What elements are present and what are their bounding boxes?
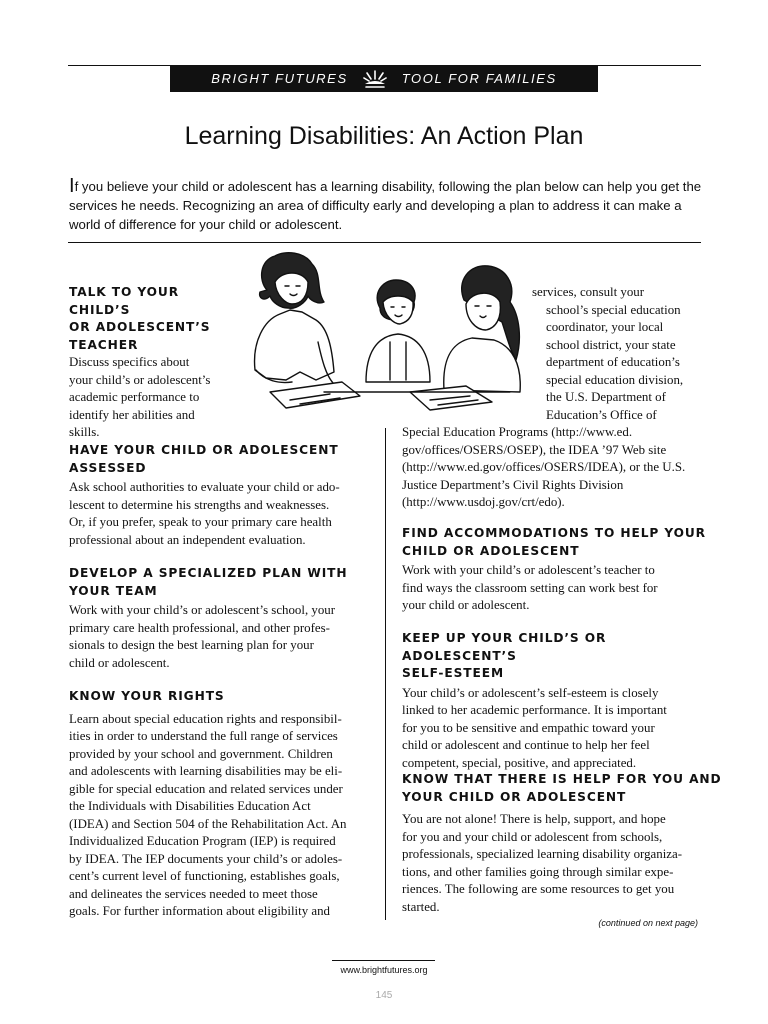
section-accommodations: [402, 525, 712, 615]
body-talk-to-teacher: Discuss specifics about your child’s or adolescent’s academic performance to identify her abilities and skills.: [69, 355, 211, 439]
intro-text: f you believe your child or adolescent has a learning disability, following the plan below can help you get the services he needs. Recognizing an area of difficulty early and developing a plan to address it can make a world of difference for your child or adolescent.: [69, 179, 702, 232]
body-selfesteem: Your child’s or adolescent’s self-esteem is closely linked to her academic performance. It is important for you to be sensitive and empathic toward your child or adolescent and continue to help her feel competent, special, positive, and appreciated.: [402, 685, 667, 770]
column-divider: [385, 428, 386, 920]
footer-rule: [332, 960, 435, 961]
section-talk: [69, 284, 229, 442]
body-rights-continued-wide: Special Education Programs (http://www.ed. gov/offices/OSERS/OSEP), the IDEA ’97 Web site (http://www.ed.gov/offices/OSERS/IDEA), or the U.S. Justice Department’s Civil Rights Division (http://www.usdoj.gov/crt/edo).: [402, 425, 686, 509]
series-banner: [170, 65, 598, 92]
banner-left-text: BRIGHT FUTURES: [211, 71, 348, 86]
body-plan: Work with your child’s or adolescent’s school, your primary care health professional, and other profes- sionals to design the best learning plan for your child or adolescent.: [69, 603, 336, 670]
body-rights: Learn about special education rights and responsibil- ities in order to understand the full range of services provided by your school and government. Children and adolescents with learning disabilities may be eli- gible for special education and related services under the Individuals with Disabilities Education Act (IDEA) and Section 504 of the Rehabilitation Act. An Individualized Education Program (IEP) is required by IDEA. The IEP documents your child’s or adoles- cent’s current level of functioning, establishes goals, and delineates the services needed to meet those goals. For further information about eligibility and: [69, 711, 347, 918]
page-number: 145: [375, 990, 393, 1001]
heading-plan: DEVELOP A SPECIALIZED PLAN WITH YOUR TEAM: [69, 566, 348, 598]
body-rights-continued-narrow: services, consult your school’s special education coordinator, your local school district, your state department of education’s special education division, the U.S. Department of Education’s Office of: [532, 285, 684, 422]
sunburst-icon: [362, 69, 388, 89]
body-accommodations: Work with your child’s or adolescent’s teacher to find ways the classroom setting can work best for your child or adolescent.: [402, 563, 658, 612]
section-help: [402, 771, 722, 916]
banner-right-text: TOOL FOR FAMILIES: [401, 71, 557, 86]
intro-dropcap: I: [69, 175, 75, 197]
heading-talk-to-teacher: TALK TO YOUR CHILD’S OR ADOLESCENT’S TEACHER: [69, 285, 211, 352]
section-assessed: [69, 442, 389, 549]
footer-url-link[interactable]: www.brightfutures.org: [340, 965, 428, 975]
body-help: You are not alone! There is help, support, and hope for you and your child or adolescent from schools, professionals, specialized learning disability organiza- tions, and other families going through similar expe- riences. The following are some resources to get you started.: [402, 812, 683, 914]
heading-rights: KNOW YOUR RIGHTS: [69, 689, 225, 703]
section-selfesteem: [402, 630, 722, 772]
intro-paragraph: [69, 176, 705, 234]
family-sketch-illustration: [230, 250, 530, 418]
page-title: Learning Disabilities: An Action Plan: [184, 122, 584, 150]
section-rule: [68, 242, 701, 243]
heading-accommodations: FIND ACCOMMODATIONS TO HELP YOUR CHILD OR ADOLESCENT: [402, 526, 706, 558]
section-rights: [69, 688, 389, 921]
section-plan: [69, 565, 389, 672]
heading-selfesteem: KEEP UP YOUR CHILD’S OR ADOLESCENT’S SELF-ESTEEM: [402, 631, 607, 680]
heading-help: KNOW THAT THERE IS HELP FOR YOU AND YOUR CHILD OR ADOLESCENT: [402, 772, 722, 804]
continued-note: (continued on next page): [598, 918, 698, 928]
heading-assessed: HAVE YOUR CHILD OR ADOLESCENT ASSESSED: [69, 443, 339, 475]
body-assessed: Ask school authorities to evaluate your child or ado- lescent to determine his strengths and weaknesses. Or, if you prefer, speak to your primary care health professional about an independent evaluation.: [69, 480, 340, 547]
